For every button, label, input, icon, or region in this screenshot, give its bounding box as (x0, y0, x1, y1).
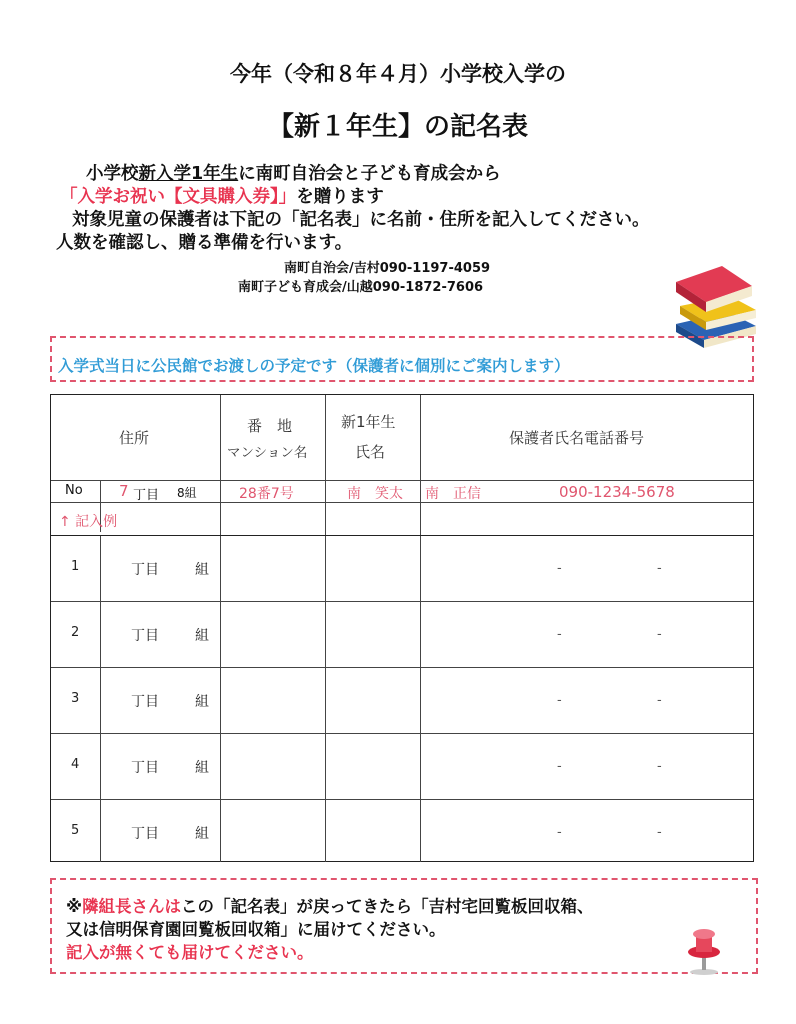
row-line-3 (51, 667, 753, 668)
intro-line-1a: 小学校 (86, 164, 139, 184)
row-line-2 (51, 601, 753, 602)
example-no-label: No (65, 483, 83, 498)
header-guardian: 保護者氏名電話番号 (509, 429, 645, 447)
phone-dash-1: - (557, 561, 562, 576)
example-phone: 090-1234-5678 (559, 483, 675, 501)
header-address: 住所 (119, 429, 150, 447)
intro-line-2 (60, 183, 384, 208)
phone-dash-2: - (657, 825, 662, 840)
row-number: 1 (71, 559, 80, 574)
header-child: 新1年生 (341, 413, 396, 431)
intro-line-2-rest: を贈ります (296, 187, 384, 207)
phone-dash-1: - (557, 627, 562, 642)
intro-gift-text: 「入学お祝い【文具購入券】」 (60, 187, 297, 207)
intro-line-3: 対象児童の保護者は下記の「記名表」に名前・住所を記入してください。 (72, 210, 650, 230)
bottom-line-3: 記入が無くても届けてください。 (66, 943, 314, 962)
page-title: 今年（令和８年４月）小学校入学の (230, 62, 566, 86)
contact-jichikai: 南町自治会/吉村090-1197-4059 (284, 261, 491, 276)
intro-line-1 (86, 160, 501, 185)
col-line-address (220, 395, 221, 862)
row-kumi-field[interactable]: 組 (195, 562, 209, 578)
example-banchi: 28番7号 (239, 486, 294, 502)
example-kumi: 8組 (177, 486, 197, 500)
row-line-4 (51, 733, 753, 734)
row-number: 5 (71, 823, 80, 838)
example-guardian-name: 南 正信 (425, 486, 481, 502)
bottom-line-1 (66, 893, 594, 917)
row-chome-field[interactable]: 丁目 (131, 760, 159, 776)
row-line-header (51, 480, 753, 481)
row-kumi-field[interactable]: 組 (195, 628, 209, 644)
phone-dash-2: - (657, 561, 662, 576)
row-chome-field[interactable]: 丁目 (131, 628, 159, 644)
example-chome-number: 7 (119, 482, 129, 500)
example-caption: ↑ 記入例 (59, 514, 118, 530)
row-kumi-field[interactable]: 組 (195, 694, 209, 710)
example-chome-label: 丁目 (133, 488, 160, 503)
bottom-line-1-rest: この「記名表」が戻ってきたら「吉村宅回覧板回収箱、 (181, 897, 594, 916)
phone-dash-2: - (657, 693, 662, 708)
row-line-5 (51, 799, 753, 800)
row-number: 4 (71, 757, 80, 772)
phone-dash-2: - (657, 627, 662, 642)
push-pin-icon (684, 922, 724, 976)
registration-table (50, 394, 754, 862)
page-subtitle: 【新１年生】の記名表 (267, 112, 528, 142)
intro-line-1b: 新入学1年生 (138, 164, 239, 184)
header-child-name: 氏名 (355, 443, 386, 461)
intro-line-4: 人数を確認し、贈る準備を行います。 (56, 233, 353, 253)
bottom-line-2: 又は信明保育園回覧板回収箱」に届けてください。 (66, 920, 446, 939)
intro-line-1c: に南町自治会と子ども育成会から (238, 164, 501, 184)
row-chome-field[interactable]: 丁目 (131, 694, 159, 710)
header-mansion: マンション名 (227, 445, 308, 461)
contact-ikuseikai: 南町子ども育成会/山越090-1872-7606 (238, 280, 484, 295)
phone-dash-2: - (657, 759, 662, 774)
row-number: 2 (71, 625, 80, 640)
row-chome-field[interactable]: 丁目 (131, 826, 159, 842)
col-line-banchi (325, 395, 326, 862)
row-number: 3 (71, 691, 80, 706)
bottom-leader-text: 隣組長さんは (82, 897, 182, 916)
row-kumi-field[interactable]: 組 (195, 760, 209, 776)
row-chome-field[interactable]: 丁目 (131, 562, 159, 578)
phone-dash-1: - (557, 693, 562, 708)
row-kumi-field[interactable]: 組 (195, 826, 209, 842)
example-child-name: 南 笑太 (347, 486, 403, 502)
col-line-child (420, 395, 421, 862)
col-line-no (100, 535, 101, 862)
phone-dash-1: - (557, 759, 562, 774)
phone-dash-1: - (557, 825, 562, 840)
header-banchi: 番 地 (247, 417, 293, 435)
notice-text: 入学式当日に公民館でお渡しの予定です（保護者に個別にご案内します） (58, 357, 570, 375)
bottom-asterisk: ※ (66, 897, 83, 916)
row-line-1 (51, 535, 753, 536)
